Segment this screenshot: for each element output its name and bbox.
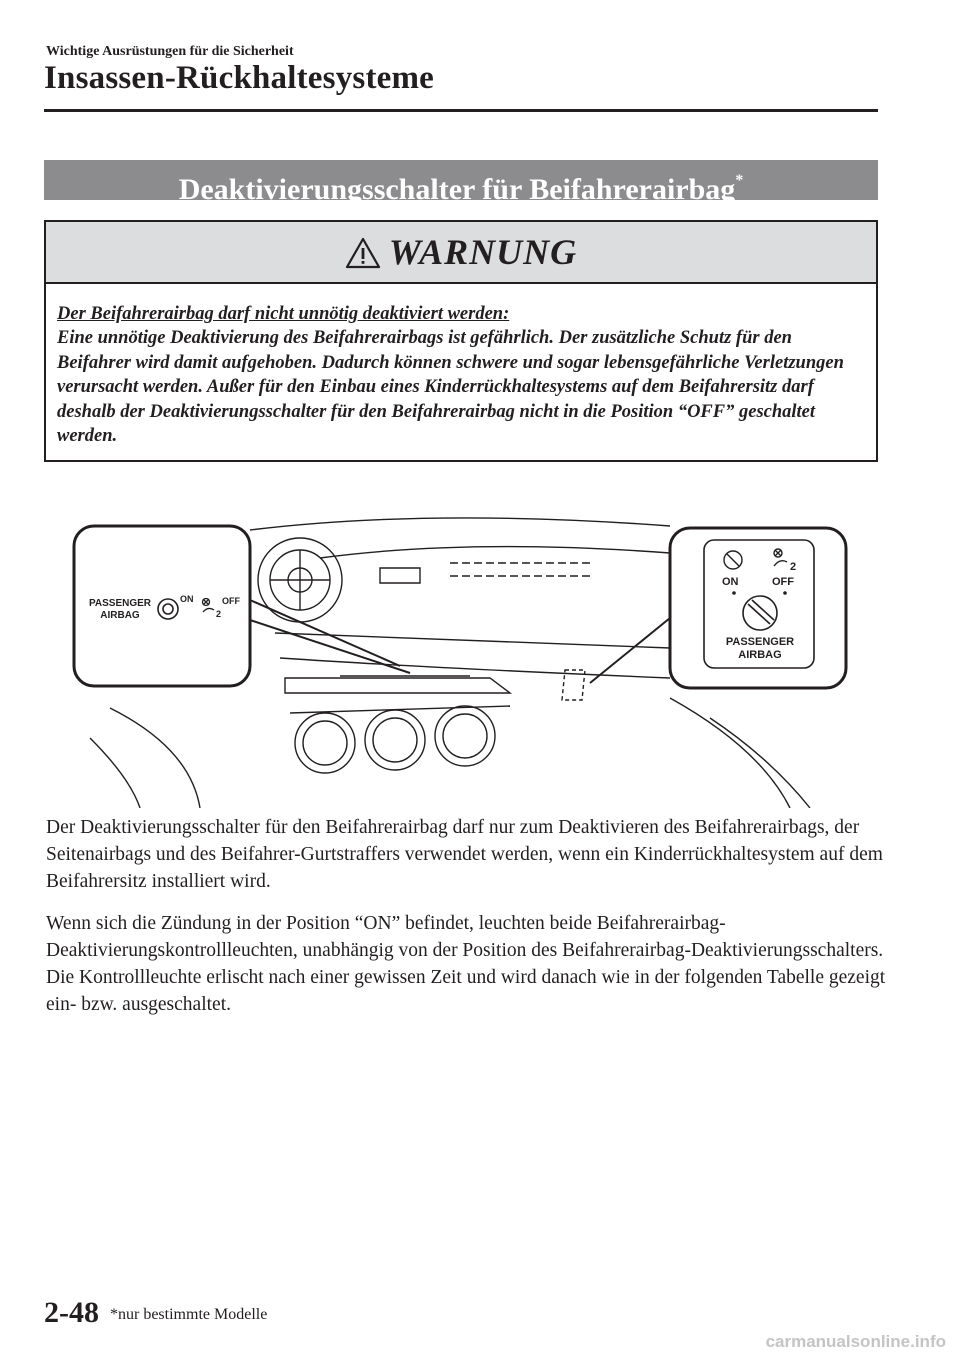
warning-text — [46, 284, 876, 448]
right-label-airbag: AIRBAG — [738, 649, 782, 661]
footnote-marker: * — [735, 172, 744, 189]
watermark: carmanualsonline.info — [765, 1332, 946, 1351]
warning-box — [44, 220, 878, 462]
body-paragraph-2: Wenn sich die Zündung in der Position “ON” befindet, leuchten beide Beifahrerairbag-Deaktivierungskontrollleuchten, unabhängig von der Position des Beifahrerairbag-Deaktivierungsschalters. Die Kontrollleuchte erlischt nach einer gewissen Zeit und wird danach wie in der folgenden Tabelle gezeigt ein- bzw. ausgeschaltet. — [46, 913, 886, 1015]
footnote: *nur bestimmte Modelle — [110, 1306, 268, 1323]
left-label-airbag: AIRBAG — [100, 610, 140, 621]
right-label-on: ON — [722, 576, 739, 588]
left-label-on: ON — [180, 594, 194, 604]
right-seat-number: 2 — [790, 561, 797, 573]
left-label-passenger: PASSENGER — [88, 598, 152, 609]
breadcrumb: Wichtige Ausrüstungen für die Sicherheit — [46, 44, 294, 59]
body-paragraph-1: Der Deaktivierungsschalter für den Beifahrerairbag darf nur zum Deaktivieren des Beifahrerairbags, der Seitenairbags und des Beifahrer-Gurtstraffers verwendet werden, wenn ein Kinderrückhaltesystem auf dem Beifahrersitz installiert wird. — [46, 817, 883, 892]
page-title: Insassen-Rückhaltesysteme — [44, 60, 435, 96]
right-callout-frame — [670, 528, 846, 688]
title-rule — [44, 109, 878, 112]
warning-title: WARNUNG — [388, 232, 578, 272]
warning-header — [46, 222, 876, 284]
section-heading — [44, 160, 878, 206]
left-seat-number: 2 — [216, 609, 222, 619]
warning-triangle-icon — [345, 237, 381, 269]
dashboard-illustration — [70, 508, 850, 808]
section-title: Deaktivierungsschalter für Beifahrerairbag — [178, 173, 736, 206]
warning-lead: Der Beifahrerairbag darf nicht unnötig deaktiviert werden: — [57, 304, 510, 324]
warning-body: Eine unnötige Deaktivierung des Beifahrerairbags ist gefährlich. Der zusätzliche Schutz für den Beifahrer wird damit aufgehoben. Dadurch können schwere und sogar lebensgefährliche Verletzungen verursacht werden. Außer für den Einbau eines Kinderrückhaltesystems auf dem Beifahrersitz darf deshalb der Deaktivierungsschalter für den Beifahrerairbag nicht in die Position “OFF” geschaltet werden. — [57, 328, 844, 447]
left-label-off: OFF — [222, 596, 240, 606]
page-number: 2-48 — [44, 1296, 99, 1329]
right-label-off: OFF — [772, 576, 794, 588]
right-label-passenger: PASSENGER — [725, 636, 795, 648]
